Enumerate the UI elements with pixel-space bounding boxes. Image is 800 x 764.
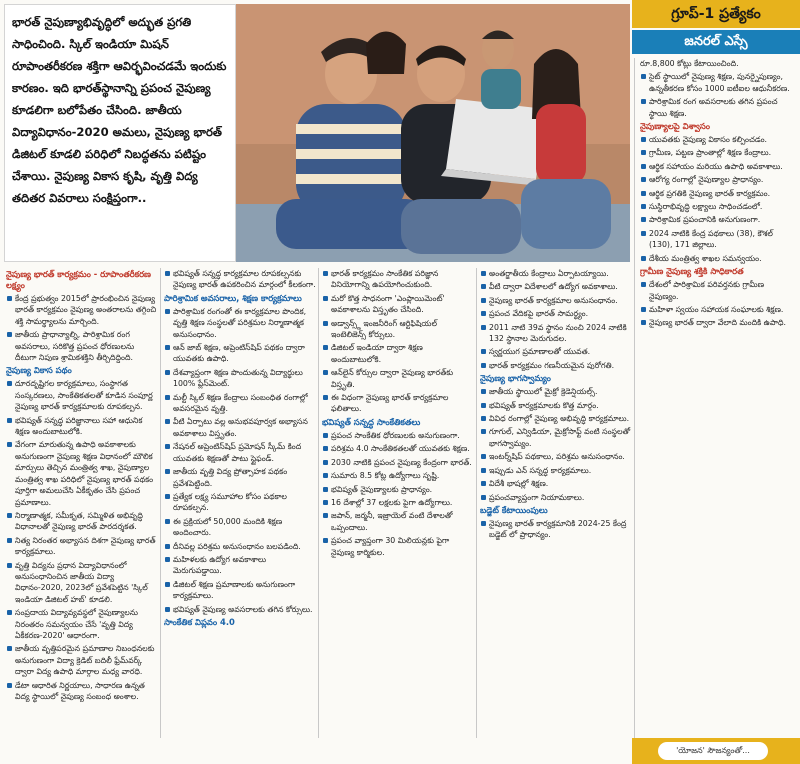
column-divider [160, 268, 161, 738]
bullet-point: పరిశ్రమ 4.0 సాంకేతికతలతో యువతకు శిక్షణ. [322, 443, 474, 454]
bullet-point: 2030 నాటికి ప్రపంచ నైపుణ్య కేంద్రంగా భారత్. [322, 457, 474, 468]
section-heading: నైపుణ్య వికాస పథం [6, 365, 72, 376]
courtesy-tag: 'యోజన' సౌజన్యంతో... [658, 742, 768, 760]
section-heading: బడ్జెట్ కేటాయింపులు [480, 504, 548, 515]
bullet-point: 2024 నాటికి కేంద్ర పథకాలు (38), కౌశల్ (130), 171 జిల్లాలు. [640, 228, 794, 251]
bullet-point: జాతీయ స్థాయిలో మైక్రో క్రెడెన్షియల్స్. [480, 386, 632, 397]
section-heading: నైపుణ్యాలపై విశ్వాసం [640, 121, 710, 132]
bullet-point: సుమారు 8.5 కోట్ల ఉద్యోగాలు సృష్టి. [322, 470, 474, 481]
bullet-point: జపాన్, జర్మనీ, ఇజ్రాయెల్ వంటి దేశాలతో ఒప్పందాలు. [322, 510, 474, 533]
bullet-point: నిత్య నిరంతర అభ్యాసన దిశగా నైపుణ్య భారత్ కార్యక్రమాలు. [6, 535, 158, 558]
bullet-point: గూగుల్, ఎన్విడియా, మైక్రోసాఫ్ట్ వంటి సంస్థలతో భాగస్వామ్యం. [480, 426, 632, 449]
bullet-point: సైట్ స్థాయిలో నైపుణ్య శిక్షణ, పునర్నైపుణ్యం, ఉన్నతీకరణ కోసం 1000 ఐటీఐల ఆధునీకరణ. [640, 71, 794, 94]
article-column-3 [322, 268, 474, 738]
section-heading: గ్రామీణ నైపుణ్య శక్తికి సాధికారత [640, 266, 744, 277]
bullet-point: ప్రత్యేక లక్ష్య సమూహాల కోసం పథకాల రూపకల్పన. [164, 491, 316, 514]
section-heading: నైపుణ్య భాగస్వామ్యం [480, 373, 551, 384]
bullet-point: దేశవ్యాప్తంగా శిక్షణ పొందుతున్న విద్యార్థులు 100% ప్లేస్‌మెంట్. [164, 367, 316, 390]
bullet-point: మరో కొత్త సాధనంగా 'ఎంప్లాయిమెంట్' అవకాశాలను విస్తృతం చేసింది. [322, 293, 474, 316]
intro-text: భారత్ నైపుణ్యాభివృద్ధిలో అద్భుత ప్రగతి సాధించింది. స్కిల్ ఇండియా మిషన్ రూపాంతరీకరణ శక్తిగా ఆవిర్భవించడమే ఇందుకు కారణం. ఇది భారత్‌స్థానాన్ని ప్రపంచ నైపుణ్య కూడలిగా బలోపేతం చేసింది. జాతీయ విద్యావిధానం-2020 అమలు, నైపుణ్య భారత్ డిజిటల్ కూడలి పరిధిలో నిబద్ధతను పటిష్టం చేశాయి. నైపుణ్య వికాస కృషి, వృత్తి విద్య తదితర వివరాలు సంక్షిప్తంగా.. [12, 15, 227, 205]
bullet-point: అంతర్జాతీయ కేంద్రాలు ఏర్పాటయ్యాయి. [480, 268, 632, 279]
bullet-point: యువతకు నైపుణ్య వికాసం కల్పించడం. [640, 134, 794, 145]
bullet-point: ఇంటర్న్‌షిప్ పథకాలు, పరిశ్రమ అనుసంధానం. [480, 451, 632, 462]
column-divider [476, 268, 477, 738]
bullet-point: భారత్ కార్యక్రమం సాంకేతిక పరిజ్ఞాన వినియోగాన్ని ఉపయోగించుకుంది. [322, 268, 474, 291]
bullet-point: పారిశ్రామిక రంగంతో ఈ కార్యక్రమాల పొందిక, వృత్తి శిక్షణ సంస్థలతో పరిశ్రమల నిర్మాణాత్మక అనుసంధానం. [164, 306, 316, 340]
article-column-1 [6, 268, 158, 738]
bullet-point: భవిష్యత్ సన్నద్ధ పరిజ్ఞానాలు సహా ఆధునిక శిక్షణ అందుబాటులోకి. [6, 415, 158, 438]
bullet-point: స్వర్ణయుగ ప్రమాణాలతో యువత. [480, 346, 632, 357]
bullet-point: జాతీయ వృత్తిపరమైన ప్రమాణాల నిబంధనలకు అనుగుణంగా విద్యా క్రెడిట్ బదిలీ ఫ్రేమ్‌వర్క్ ద్వారా విద్య ఉపాధి మార్గాల మధ్య వారధి. [6, 643, 158, 677]
bullet-point: మహిళా స్వయం సహాయక సంఘాలకు శిక్షణ. [640, 304, 794, 315]
column-divider [634, 58, 635, 738]
topic-banner: జనరల్‌ ఎస్సే [632, 30, 800, 54]
article-column-right [640, 58, 794, 738]
section-heading: పారిశ్రామిక అవసరాలు, శిక్షణ కార్యక్రమాలు [164, 292, 302, 303]
bullet-point: పారిశ్రామిక ప్రపంచానికి అనుగుణంగా. [640, 214, 794, 225]
bullet-point: వృత్తి విద్యను ప్రధాన విద్యావిధానంలో అనుసంధానించిన జాతీయ విద్యా విధానం-2020, 2023లో ప్రవేశపెట్టిన 'స్కిల్ ఇండియా డిజిటల్ హబ్' కూడలి. [6, 560, 158, 606]
intro-box [4, 4, 236, 262]
paragraph: రూ.8,800 కోట్లు కేటాయించింది. [640, 59, 739, 68]
bullet-point: ఈ విధంగా నైపుణ్య భారత్ కార్యక్రమాల ఫలితాలు. [322, 392, 474, 415]
bullet-point: గ్రామీణ, పట్టణ ప్రాంతాల్లో శిక్షణ కేంద్రాలు. [640, 147, 794, 158]
students-photo [236, 4, 630, 262]
section-banner: గ్రూప్‌-1 ప్రత్యేకం [632, 0, 800, 28]
bullet-point: దేశంలో పారిశ్రామిక పరివర్తనకు గ్రామీణ నైపుణ్యం. [640, 279, 794, 302]
bullet-point: నైపుణ్య భారత్ ద్వారా వేలాది మందికి ఉపాధి. [640, 317, 794, 328]
section-heading: నైపుణ్య భారత్ కార్యక్రమం - రూపాంతరీకరణ లక్ష్యం [6, 269, 151, 290]
bullet-point: పారిశ్రామిక రంగ అవసరాలకు తగిన ప్రపంచ స్థాయి శిక్షణ. [640, 96, 794, 119]
bullet-point: మల్టీ స్కిల్ శిక్షణ కేంద్రాలు సంబంధిత రంగాల్లో అవసరమైన వృత్తి. [164, 392, 316, 415]
article-column-2 [164, 268, 316, 738]
bullet-point: సుస్థిరాభివృద్ధి లక్ష్యాలు సాధించడంలో. [640, 201, 794, 212]
bullet-point: దీనివల్ల పరిశ్రమ అనుసంధానం బలపడింది. [164, 541, 316, 552]
bullet-point: భవిష్యత్ నైపుణ్య అవసరాలకు తగిన కోర్సులు. [164, 604, 316, 615]
bullet-point: నిర్మాణాత్మక, సమీకృత, సమ్మిళిత అభివృద్ధి విధానాలతో నైపుణ్య భారత్ పారదర్శకత. [6, 510, 158, 533]
bullet-point: భారత్ కార్యక్రమం గణనీయమైన పురోగతి. [480, 360, 632, 371]
bullet-point: భవిష్యత్ సన్నద్ధ కార్యక్రమాల రూపకల్పనకు నైపుణ్య భారత్ ఉపకరించిన మార్గంలో కీలకంగా. [164, 268, 316, 291]
bullet-point: ఆర్థిక సహాయం మరియు ఉపాధి అవకాశాలు. [640, 161, 794, 172]
bullet-point: ప్రపంచ సాంకేతిక ధోరణులకు అనుగుణంగా. [322, 430, 474, 441]
bullet-point: 2011 నాటి 39వ స్థానం నుంచి 2024 నాటికి 132 స్థానాల మెరుగుదల. [480, 322, 632, 345]
bullet-point: నేషనల్ అప్రెంటిస్‌షిప్ ప్రమోషన్ స్కీమ్ కింద యువతకు శిక్షణతో పాటు స్టైఫండ్. [164, 441, 316, 464]
section-heading: భవిష్యత్ సన్నద్ధ సాంకేతికతలు [322, 416, 421, 427]
bullet-point: భవిష్యత్ కార్యక్రమాలకు కొత్త మార్గం. [480, 400, 632, 411]
bullet-point: వివిధ రంగాల్లో నైపుణ్య అభివృద్ధి కార్యక్రమాలు. [480, 413, 632, 424]
bullet-point: దేశీయ మంత్రిత్వ శాఖల సమన్వయం. [640, 253, 794, 264]
bullet-point: సంప్రదాయ విద్యావ్యవస్థలో నైపుణ్యాలను నిరంతరం సమన్వయం చేసే 'వృత్తి విద్య ఏకీకరణ-2020' ఆధారంగా. [6, 607, 158, 641]
footer-bar [632, 738, 800, 764]
column-divider [318, 268, 319, 738]
bullet-point: ఆరోగ్య రంగాల్లో నైపుణ్యాల ప్రాధాన్యం. [640, 174, 794, 185]
bullet-point: జాతీయ వృత్తి విద్య ప్రోత్సాహక పథకం ప్రవేశపెట్టింది. [164, 466, 316, 489]
bullet-point: వీటి ద్వారా విదేశాలలో ఉద్యోగ అవకాశాలు. [480, 281, 632, 292]
bullet-point: వీటి ఏర్పాటు వల్ల అనుభవపూర్వక అభ్యాసన అవకాశాలు విస్తృతం. [164, 416, 316, 439]
bullet-point: మహిళలకు ఉద్యోగ అవకాశాలు మెరుగుపడ్డాయి. [164, 554, 316, 577]
bullet-point: ఆన్‌లైన్ కోర్సుల ద్వారా నైపుణ్య భారత్‌కు విస్తృతి. [322, 367, 474, 390]
bullet-point: డేటా ఆధారిత నిర్ణయాలు, సాధారణ ఉన్నత విద్య స్థాయిలో నైపుణ్య సంబంధ అంశాల. [6, 680, 158, 703]
article-column-4 [480, 268, 632, 738]
bullet-point: వేగంగా మారుతున్న ఉపాధి అవకాశాలకు అనుగుణంగా నైపుణ్య శిక్షణ విధానంలో మౌలిక మార్పులు తెచ్చిన మంత్రిత్వ శాఖ, నైపుణ్యాల మంత్రిత్వ శాఖ పరిధిలో నైపుణ్య భారత్‌ పథకం పూర్తిగా అమలుచేసి ఏకీకృతం చేసి ప్రపంచ ప్రమాణాలు. [6, 439, 158, 507]
bullet-point: డిజిటల్ ఇండియా ద్వారా శిక్షణ అందుబాటులోకి. [322, 342, 474, 365]
bullet-point: నైపుణ్య భారత్ కార్యక్రమానికి 2024-25 కేంద్ర బడ్జెట్ లో ప్రాధాన్యం. [480, 518, 632, 541]
bullet-point: అడ్వాన్స్డ్ ఇంజనీరింగ్ ఆర్టిఫిషియల్ ఇంటెలిజెన్స్ కోర్సులు. [322, 318, 474, 341]
bullet-point: విదేశీ భాషల్లో శిక్షణ. [480, 478, 632, 489]
bullet-point: ఈ ప్రక్రియలో 50,000 మందికి శిక్షణ అందించారు. [164, 516, 316, 539]
bullet-point: నైపుణ్య భారత్ కార్యక్రమాల అనుసంధానం. [480, 295, 632, 306]
bullet-point: ప్రపంచ వేదికపై భారత్ సామర్థ్యం. [480, 308, 632, 319]
bullet-point: ఇప్పుడు ఎన్ సన్నద్ధ కార్యక్రమాలు. [480, 465, 632, 476]
bullet-point: జాతీయ ప్రాధాన్యాల్ని, పారిశ్రామిక రంగ అవసరాలు, సరికొత్త ప్రపంచ ధోరణులను దీటుగా నిపుణ శ్రామికశక్తిని తీర్చిదిద్దింది. [6, 329, 158, 363]
bullet-point: ప్రపంచ వ్యాప్తంగా 30 మిలియన్లకు పైగా నైపుణ్య కార్మికుల. [322, 535, 474, 558]
bullet-point: డిజిటల్ శిక్షణ ప్రమాణాలకు అనుగుణంగా కార్యక్రమాలు. [164, 579, 316, 602]
bullet-point: ఆర్థిక ప్రగతికి నైపుణ్య భారత్ కార్యక్రమం. [640, 188, 794, 199]
bullet-point: 16 దేశాల్లో 37 లక్షలకు పైగా ఉద్యోగాలు. [322, 497, 474, 508]
students-photo-illustration [236, 4, 630, 262]
bullet-point: భవిష్యత్ నైపుణ్యాలకు ప్రాధాన్యం. [322, 484, 474, 495]
bullet-point: దూరదృష్టిగల కార్యక్రమాలు, సంస్థాగత సంస్కరణలు, సాంకేతికతలతో కూడిన సంపూర్ణ నైపుణ్య భారత్ కార్యక్రమాలకు రూపకల్పన. [6, 378, 158, 412]
section-heading: సాంకేతిక విప్లవం 4.0 [164, 616, 235, 627]
bullet-point: ఆన్‌ జాబ్ శిక్షణ, అప్రెంటిస్‌షిప్ పథకం ద్వారా యువతకు ఉపాధి. [164, 342, 316, 365]
bullet-point: కేంద్ర ప్రభుత్వం 2015లో ప్రారంభించిన నైపుణ్య భారత్ కార్యక్రమం నైపుణ్య అంతరాలను తగ్గించి శక్తి సామర్థ్యాలను మార్చింది. [6, 293, 158, 327]
bullet-point: ప్రపంచవ్యాప్తంగా నియామకాలు. [480, 492, 632, 503]
